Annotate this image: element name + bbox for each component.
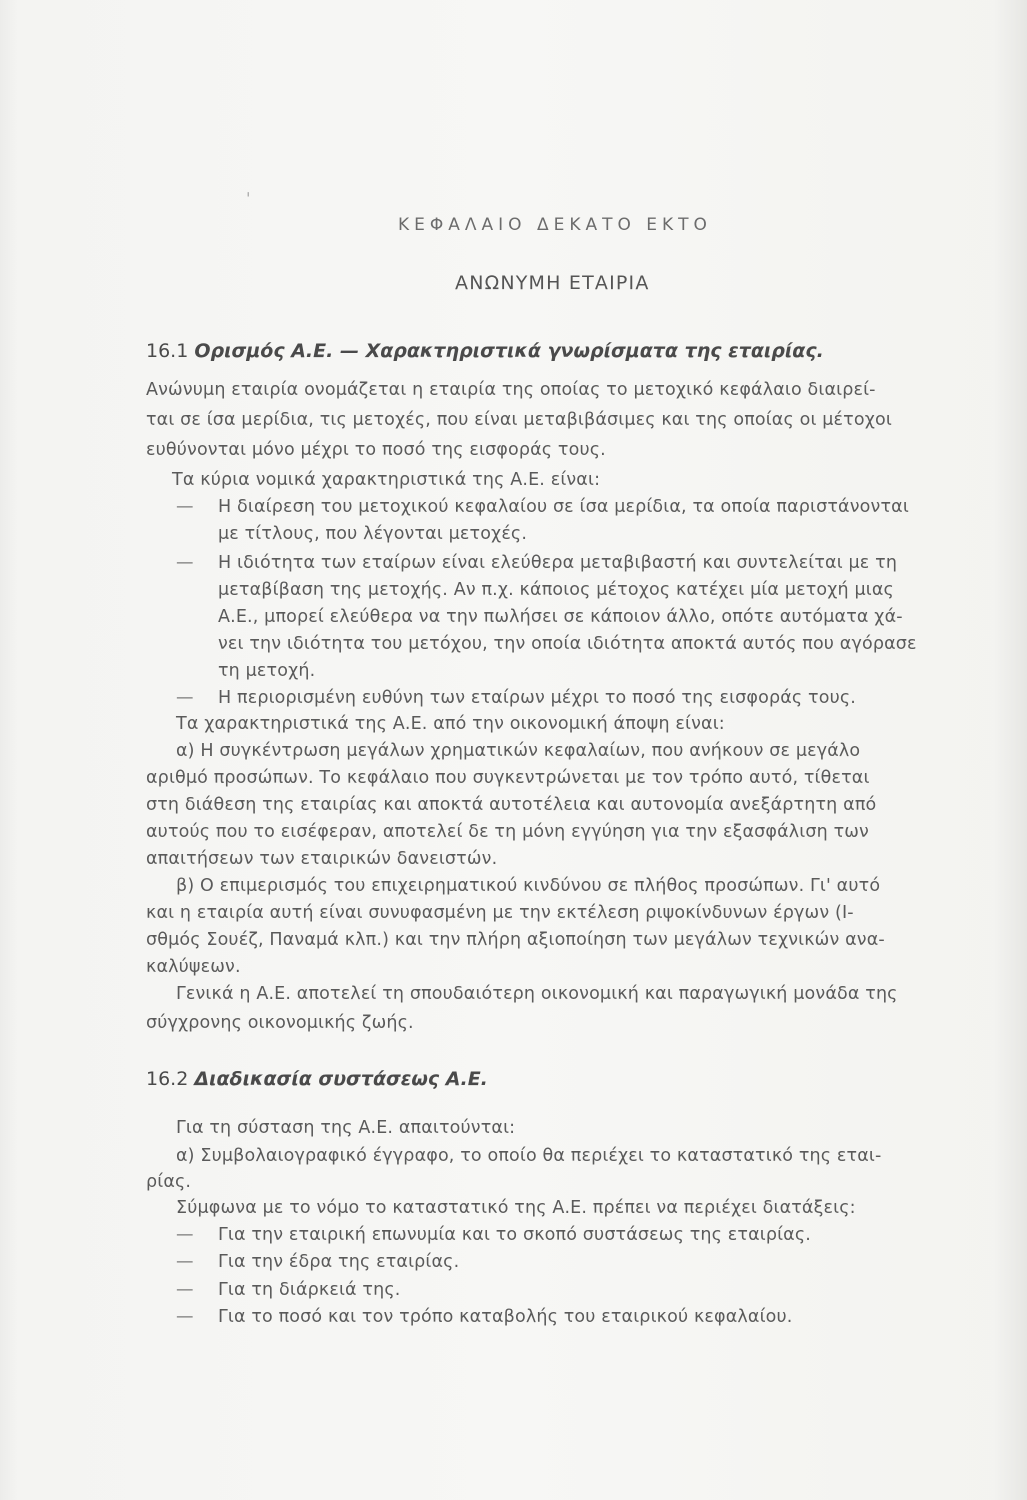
text-line: αριθμό προσώπων. Το κεφάλαιο που συγκεντρώνεται με τον τρόπο αυτό, τίθεται	[146, 768, 870, 788]
text-line: Σύμφωνα με το νόμο το καταστατικό της Α.Ε. πρέπει να περιέχει διατάξεις:	[176, 1198, 856, 1218]
list-item: Για την εταιρική επωνυμία και το σκοπό συστάσεως της εταιρίας.	[218, 1225, 811, 1245]
list-item: Για το ποσό και τον τρόπο καταβολής του εταιρικού κεφαλαίου.	[218, 1307, 793, 1327]
list-dash: —	[176, 553, 194, 573]
list-dash: —	[176, 497, 194, 517]
text-line: Για τη σύσταση της Α.Ε. απαιτούνται:	[176, 1118, 516, 1138]
text-line: μεταβίβαση της μετοχής. Αν π.χ. κάποιος μέτοχος κατέχει μία μετοχή μιας	[218, 580, 894, 600]
text-line: α) Συμβολαιογραφικό έγγραφο, το οποίο θα περιέχει το καταστατικό της εται-	[176, 1146, 882, 1166]
page-shadow-right	[993, 0, 1027, 1500]
text-line: Τα χαρακτηριστικά της Α.Ε. από την οικονομική άποψη είναι:	[176, 714, 725, 734]
text-line: σθμός Σουέζ, Παναμά κλπ.) και την πλήρη αξιοποίηση των μεγάλων τεχνικών ανα-	[146, 930, 885, 950]
list-dash: —	[176, 1252, 194, 1272]
chapter-title: ΑΝΩΝΥΜΗ ΕΤΑΙΡΙΑ	[455, 272, 650, 294]
text-line: ευθύνονται μόνο μέχρι το ποσό της εισφοράς τους.	[146, 440, 606, 460]
text-line: Α.Ε., μπορεί ελεύθερα να την πωλήσει σε κάποιον άλλο, οπότε αυτόματα χά-	[218, 607, 903, 627]
chapter-label: ΚΕΦΑΛΑΙΟ ΔΕΚΑΤΟ ΕΚΤΟ	[398, 215, 712, 235]
text-line: Τα κύρια νομικά χαρακτηριστικά της Α.Ε. είναι:	[172, 470, 601, 490]
text-line: καλύψεων.	[146, 957, 241, 977]
list-item: Η περιορισμένη ευθύνη των εταίρων μέχρι το ποσό της εισφοράς τους.	[218, 688, 856, 708]
section-heading-16-2	[146, 1068, 488, 1090]
text-line: απαιτήσεων των εταιρικών δανειστών.	[146, 849, 498, 869]
list-item: Για τη διάρκειά της.	[218, 1280, 401, 1300]
text-line: σύγχρονης οικονομικής ζωής.	[146, 1013, 414, 1033]
text-line: τη μετοχή.	[218, 661, 316, 681]
list-item: Η ιδιότητα των εταίρων είναι ελεύθερα μεταβιβαστή και συντελείται με τη	[218, 553, 898, 573]
list-item: Η διαίρεση του μετοχικού κεφαλαίου σε ίσα μερίδια, τα οποία παριστάνονται	[218, 497, 909, 517]
list-dash: —	[176, 1280, 194, 1300]
section-title: Ορισμός Α.Ε. — Χαρακτηριστικά γνωρίσματα της εταιρίας.	[194, 340, 824, 362]
section-number: 16.2	[146, 1068, 189, 1090]
text-line: με τίτλους, που λέγονται μετοχές.	[218, 524, 528, 544]
list-item: Για την έδρα της εταιρίας.	[218, 1252, 460, 1272]
list-dash: —	[176, 1307, 194, 1327]
section-heading-16-1	[146, 340, 824, 362]
text-line: ται σε ίσα μερίδια, τις μετοχές, που είναι μεταβιβάσιμες και της οποίας οι μέτοχοι	[146, 410, 892, 430]
text-line: ρίας.	[146, 1172, 192, 1192]
section-number: 16.1	[146, 340, 189, 362]
text-line: Γενικά η Α.Ε. αποτελεί τη σπουδαιότερη οικονομική και παραγωγική μονάδα της	[176, 984, 898, 1004]
page-shadow-left	[0, 0, 18, 1500]
text-line: β) Ο επιμερισμός του επιχειρηματικού κινδύνου σε πλήθος προσώπων. Γι' αυτό	[176, 876, 881, 896]
stray-mark: ˌ	[246, 179, 251, 198]
text-line: στη διάθεση της εταιρίας και αποκτά αυτοτέλεια και αυτονομία ανεξάρτητη από	[146, 795, 877, 815]
text-line: και η εταιρία αυτή είναι συνυφασμένη με την εκτέλεση ριψοκίνδυνων έργων (Ι-	[146, 903, 854, 923]
text-line: νει την ιδιότητα του μετόχου, την οποία ιδιότητα αποκτά αυτός που αγόρασε	[218, 634, 917, 654]
text-line: Ανώνυμη εταιρία ονομάζεται η εταιρία της οποίας το μετοχικό κεφάλαιο διαιρεί-	[146, 380, 876, 400]
text-line: αυτούς που το εισέφεραν, αποτελεί δε τη μόνη εγγύηση για την εξασφάλιση των	[146, 822, 869, 842]
list-dash: —	[176, 1225, 194, 1245]
text-line: α) Η συγκέντρωση μεγάλων χρηματικών κεφαλαίων, που ανήκουν σε μεγάλο	[176, 741, 861, 761]
list-dash: —	[176, 688, 194, 708]
section-title: Διαδικασία συστάσεως Α.Ε.	[194, 1068, 488, 1090]
